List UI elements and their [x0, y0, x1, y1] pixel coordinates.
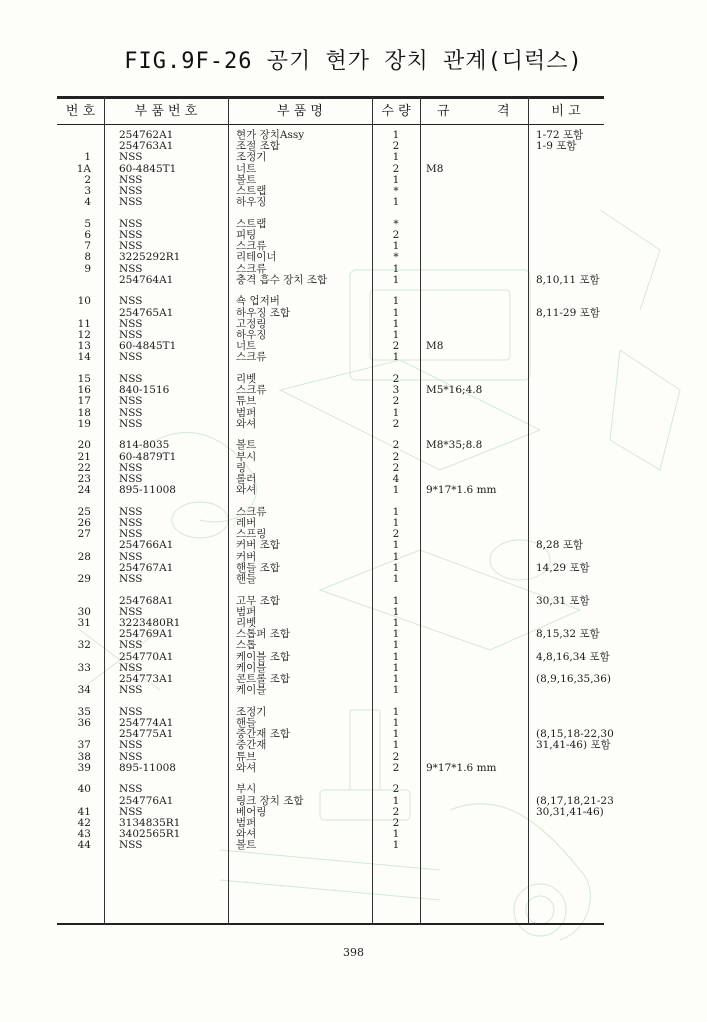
- row-quantity: 2: [392, 461, 400, 474]
- row-quantity: 2: [392, 439, 400, 452]
- row-part-number: 60-4845T1: [119, 162, 177, 175]
- row-item-number: 34: [77, 684, 91, 697]
- row-quantity: 2: [392, 750, 400, 763]
- row-part-name: 너트: [236, 162, 257, 175]
- row-spec: M8: [426, 340, 444, 353]
- row-part-name: 스프링: [236, 528, 267, 541]
- row-part-number: NSS: [119, 317, 143, 330]
- row-remarks: 8,10,11 포함: [536, 273, 600, 286]
- row-item-number: 23: [77, 473, 91, 485]
- row-item-number: 22: [77, 461, 91, 474]
- row-part-name: 스톱: [236, 639, 257, 652]
- row-quantity: 2: [392, 450, 400, 463]
- row-part-number: 254770A1: [119, 650, 174, 663]
- table-header-rule: [57, 124, 604, 125]
- row-item-number: 27: [77, 528, 91, 541]
- row-part-name: 범퍼: [236, 605, 257, 618]
- row-spec: M8*35;8.8: [426, 439, 483, 452]
- row-remarks: (8,15,18-22,30: [536, 728, 614, 741]
- row-part-number: NSS: [119, 661, 143, 674]
- row-part-name: 범퍼: [236, 817, 257, 829]
- row-quantity: 1: [392, 240, 400, 253]
- row-quantity: 1: [392, 306, 400, 319]
- row-part-name: 하우징: [236, 196, 267, 209]
- row-item-number: 40: [77, 783, 91, 796]
- row-item-number: 41: [77, 805, 91, 818]
- row-quantity: 1: [392, 794, 400, 807]
- row-part-name: 레버: [236, 517, 257, 529]
- row-part-name: 링: [236, 461, 247, 474]
- row-part-name: 와셔: [236, 417, 257, 430]
- header-part-number: 부 품 번 호: [134, 104, 198, 119]
- row-quantity: 1: [392, 196, 400, 209]
- row-item-number: 6: [84, 229, 91, 241]
- row-spec: M8: [426, 162, 444, 175]
- row-part-name: 충격 흡수 장치 조합: [236, 273, 328, 286]
- row-part-number: NSS: [119, 505, 143, 518]
- column-divider: [228, 97, 229, 924]
- row-part-name: 하우징: [236, 329, 267, 341]
- row-part-name: 고무 조합: [236, 594, 280, 607]
- row-quantity: 1: [392, 594, 400, 607]
- row-part-number: 254762A1: [119, 129, 174, 141]
- row-item-number: 33: [77, 661, 91, 674]
- row-quantity: 1: [392, 573, 400, 585]
- row-remarks: (8,17,18,21-23: [536, 794, 614, 807]
- row-item-number: 31: [77, 617, 91, 629]
- row-part-name: 핸들: [236, 573, 257, 585]
- row-part-name: 스크류: [236, 384, 267, 397]
- row-quantity: 2: [392, 761, 400, 774]
- row-part-number: NSS: [119, 217, 143, 230]
- row-part-name: 롤러: [236, 473, 257, 485]
- row-part-number: NSS: [119, 240, 143, 253]
- row-item-number: 11: [77, 317, 91, 330]
- row-part-number: 254769A1: [119, 628, 174, 641]
- row-item-number: 19: [77, 417, 91, 430]
- header-spec-left: 규: [437, 104, 450, 119]
- row-item-number: 35: [77, 705, 91, 718]
- row-item-number: 17: [77, 395, 91, 408]
- row-part-number: 254763A1: [119, 140, 174, 153]
- row-part-number: 895-11008: [119, 761, 176, 774]
- row-part-name: 와셔: [236, 761, 257, 774]
- row-part-name: 튜브: [236, 750, 257, 763]
- row-part-name: 고정링: [236, 317, 267, 330]
- row-part-name: 현가 장치Assy: [236, 129, 305, 141]
- header-quantity: 수 량: [381, 104, 411, 119]
- row-part-number: 840-1516: [119, 384, 170, 397]
- row-item-number: 20: [77, 439, 91, 452]
- header-no: 번 호: [65, 104, 96, 119]
- row-part-name: 쇽 업저버: [236, 295, 280, 308]
- row-spec: 9*17*1.6 mm: [426, 484, 497, 497]
- row-part-number: NSS: [119, 705, 143, 718]
- row-part-number: NSS: [119, 684, 143, 697]
- row-item-number: 18: [77, 406, 91, 419]
- row-item-number: 37: [77, 739, 91, 752]
- row-part-name: 리벳: [236, 617, 257, 629]
- row-part-number: 254776A1: [119, 794, 174, 807]
- row-item-number: 28: [77, 550, 91, 563]
- row-part-name: 핸들 조합: [236, 561, 280, 574]
- row-spec: M5*16;4.8: [426, 384, 483, 397]
- row-spec: 9*17*1.6 mm: [426, 761, 497, 774]
- row-part-name: 커버: [236, 550, 257, 563]
- row-quantity: *: [393, 185, 399, 197]
- row-item-number: 10: [77, 295, 91, 308]
- row-part-name: 하우징 조합: [236, 306, 291, 319]
- row-quantity: 4: [392, 473, 400, 485]
- header-spec-right: 격: [497, 104, 510, 119]
- row-part-number: 3134835R1: [119, 817, 181, 829]
- row-quantity: 1: [392, 739, 400, 752]
- row-item-number: 1: [84, 151, 91, 164]
- row-quantity: 3: [392, 384, 400, 397]
- row-part-number: NSS: [119, 262, 143, 275]
- row-remarks: 30,31 포함: [536, 594, 590, 607]
- row-item-number: 39: [77, 761, 91, 774]
- row-quantity: 2: [392, 395, 400, 408]
- row-remarks: 8,15,32 포함: [536, 628, 600, 641]
- column-divider: [104, 97, 105, 924]
- row-quantity: 1: [392, 561, 400, 574]
- row-part-name: 커버 조합: [236, 539, 280, 552]
- row-part-number: 254768A1: [119, 594, 174, 607]
- row-quantity: *: [393, 251, 399, 264]
- row-quantity: 2: [392, 783, 400, 796]
- row-item-number: 12: [77, 329, 91, 341]
- row-part-number: 254773A1: [119, 673, 174, 685]
- row-quantity: 1: [392, 684, 400, 697]
- row-quantity: 1: [392, 639, 400, 652]
- row-part-name: 조정기: [236, 705, 267, 718]
- header-part-name: 부 품 명: [277, 104, 323, 119]
- row-item-number: 14: [77, 351, 91, 364]
- row-remarks: 31,41-46) 포함: [536, 739, 611, 752]
- row-part-number: 254764A1: [119, 273, 174, 286]
- row-part-name: 스크류: [236, 262, 267, 275]
- row-part-number: 3223480R1: [119, 617, 181, 629]
- row-part-number: NSS: [119, 229, 143, 241]
- header-remarks: 비 고: [551, 104, 581, 119]
- row-part-number: NSS: [119, 151, 143, 164]
- row-remarks: 1-72 포함: [536, 129, 584, 141]
- row-part-name: 핸들: [236, 717, 257, 729]
- row-quantity: 1: [392, 828, 400, 841]
- row-part-number: NSS: [119, 196, 143, 209]
- row-quantity: 1: [392, 129, 400, 141]
- row-part-number: NSS: [119, 351, 143, 364]
- row-part-name: 스크류: [236, 505, 267, 518]
- row-part-number: 254765A1: [119, 306, 174, 319]
- row-part-number: NSS: [119, 517, 143, 529]
- row-item-number: 2: [84, 173, 91, 186]
- row-part-name: 스크류: [236, 240, 267, 253]
- row-part-name: 리벳: [236, 373, 257, 385]
- row-quantity: 2: [392, 817, 400, 829]
- row-quantity: 1: [392, 717, 400, 729]
- row-part-number: 254767A1: [119, 561, 174, 574]
- row-part-number: NSS: [119, 417, 143, 430]
- row-part-number: NSS: [119, 783, 143, 796]
- row-item-number: 29: [77, 573, 91, 585]
- row-item-number: 1A: [76, 162, 91, 175]
- column-divider: [420, 97, 421, 924]
- row-quantity: 1: [392, 539, 400, 552]
- row-remarks: 8,11-29 포함: [536, 306, 600, 319]
- row-item-number: 44: [77, 839, 91, 852]
- row-part-name: 피팅: [236, 229, 257, 241]
- row-remarks: (8,9,16,35,36): [536, 673, 611, 685]
- row-part-name: 스트랩: [236, 217, 267, 230]
- row-remarks: 1-9 포함: [536, 140, 577, 153]
- row-part-number: 3225292R1: [119, 251, 181, 264]
- row-part-number: 3402565R1: [119, 828, 181, 841]
- row-item-number: 36: [77, 717, 91, 729]
- row-part-name: 스톱퍼 조합: [236, 628, 291, 641]
- row-part-number: NSS: [119, 605, 143, 618]
- row-part-name: 부시: [236, 783, 257, 796]
- row-part-number: NSS: [119, 750, 143, 763]
- row-part-name: 콘트롤 조합: [236, 673, 291, 685]
- row-item-number: 9: [84, 262, 91, 275]
- row-part-name: 튜브: [236, 395, 257, 408]
- row-quantity: 1: [392, 617, 400, 629]
- row-item-number: 15: [77, 373, 91, 385]
- row-quantity: 1: [392, 728, 400, 741]
- row-part-number: 814-8035: [119, 439, 170, 452]
- row-part-number: NSS: [119, 373, 143, 385]
- row-quantity: 1: [392, 517, 400, 529]
- row-part-number: NSS: [119, 805, 143, 818]
- row-quantity: 2: [392, 340, 400, 353]
- row-remarks: 14,29 포함: [536, 561, 590, 574]
- row-quantity: 1: [392, 628, 400, 641]
- row-item-number: 5: [84, 217, 91, 230]
- row-quantity: 1: [392, 295, 400, 308]
- row-part-number: NSS: [119, 461, 143, 474]
- row-part-name: 와셔: [236, 828, 257, 841]
- table-bottom-rule: [57, 923, 604, 925]
- row-quantity: 2: [392, 805, 400, 818]
- row-part-name: 너트: [236, 340, 257, 353]
- row-part-number: 60-4845T1: [119, 340, 177, 353]
- row-part-name: 부시: [236, 450, 257, 463]
- row-part-name: 볼트: [236, 439, 257, 452]
- column-divider: [528, 97, 529, 924]
- row-part-number: 60-4879T1: [119, 450, 177, 463]
- row-item-number: 24: [77, 484, 91, 497]
- row-part-number: NSS: [119, 550, 143, 563]
- row-part-name: 베어링: [236, 805, 267, 818]
- row-quantity: 1: [392, 351, 400, 364]
- row-quantity: 1: [392, 661, 400, 674]
- row-item-number: 25: [77, 505, 91, 518]
- row-quantity: 1: [392, 151, 400, 164]
- row-item-number: 26: [77, 517, 91, 529]
- row-part-number: NSS: [119, 573, 143, 585]
- row-part-name: 스크류: [236, 351, 267, 364]
- row-quantity: 1: [392, 406, 400, 419]
- page-title: FIG.9F-26 공기 현가 장치 관계(디럭스): [124, 49, 583, 74]
- row-quantity: 1: [392, 705, 400, 718]
- row-item-number: 13: [77, 340, 91, 353]
- row-quantity: 2: [392, 528, 400, 541]
- row-part-number: NSS: [119, 473, 143, 485]
- row-quantity: *: [393, 217, 399, 230]
- row-quantity: 1: [392, 673, 400, 685]
- row-quantity: 1: [392, 273, 400, 286]
- row-part-number: NSS: [119, 839, 143, 852]
- row-item-number: 30: [77, 605, 91, 618]
- row-quantity: 2: [392, 373, 400, 385]
- row-part-name: 중간재 조합: [236, 728, 291, 741]
- row-part-name: 조절 조합: [236, 140, 280, 153]
- column-divider: [372, 97, 373, 924]
- row-part-number: NSS: [119, 185, 143, 197]
- row-part-number: 254774A1: [119, 717, 174, 729]
- row-item-number: 43: [77, 828, 91, 841]
- row-remarks: 4,8,16,34 포함: [536, 650, 610, 663]
- row-part-number: 254766A1: [119, 539, 174, 552]
- row-part-name: 스트랩: [236, 185, 267, 197]
- row-part-number: NSS: [119, 528, 143, 541]
- row-item-number: 16: [77, 384, 91, 397]
- row-item-number: 32: [77, 639, 91, 652]
- row-part-number: NSS: [119, 295, 143, 308]
- row-part-name: 케이블: [236, 684, 267, 697]
- row-part-name: 링크 장치 조합: [236, 794, 304, 807]
- row-part-name: 조정기: [236, 151, 267, 164]
- row-item-number: 7: [84, 240, 91, 253]
- row-item-number: 8: [84, 251, 91, 264]
- row-part-number: 254775A1: [119, 728, 174, 741]
- row-quantity: 2: [392, 417, 400, 430]
- row-part-name: 케이블 조합: [236, 650, 291, 663]
- row-part-number: NSS: [119, 739, 143, 752]
- row-item-number: 38: [77, 750, 91, 763]
- row-part-name: 중간재: [236, 739, 267, 752]
- row-part-number: NSS: [119, 395, 143, 408]
- row-remarks: 8,28 포함: [536, 539, 584, 552]
- row-quantity: 1: [392, 484, 400, 497]
- row-quantity: 1: [392, 550, 400, 563]
- row-part-name: 리테이너: [236, 251, 277, 264]
- row-item-number: 42: [77, 817, 91, 829]
- row-part-number: NSS: [119, 639, 143, 652]
- row-part-number: NSS: [119, 173, 143, 186]
- row-quantity: 1: [392, 605, 400, 618]
- row-quantity: 1: [392, 317, 400, 330]
- row-part-name: 와셔: [236, 484, 257, 497]
- row-quantity: 2: [392, 140, 400, 153]
- row-item-number: 21: [77, 450, 91, 463]
- row-remarks: 30,31,41-46): [536, 805, 604, 818]
- row-quantity: 1: [392, 262, 400, 275]
- page-number: 398: [343, 946, 364, 959]
- row-item-number: 4: [84, 196, 91, 209]
- row-quantity: 2: [392, 229, 400, 241]
- row-item-number: 3: [84, 185, 91, 197]
- row-quantity: 1: [392, 505, 400, 518]
- row-quantity: 1: [392, 329, 400, 341]
- row-part-number: NSS: [119, 329, 143, 341]
- row-part-number: 895-11008: [119, 484, 176, 497]
- row-part-number: NSS: [119, 406, 143, 419]
- row-part-name: 볼트: [236, 839, 257, 852]
- row-part-name: 볼트: [236, 173, 257, 186]
- row-part-name: 범퍼: [236, 406, 257, 419]
- row-quantity: 1: [392, 650, 400, 663]
- row-quantity: 2: [392, 162, 400, 175]
- row-quantity: 1: [392, 839, 400, 852]
- row-part-name: 케이블: [236, 661, 267, 674]
- row-quantity: 1: [392, 173, 400, 186]
